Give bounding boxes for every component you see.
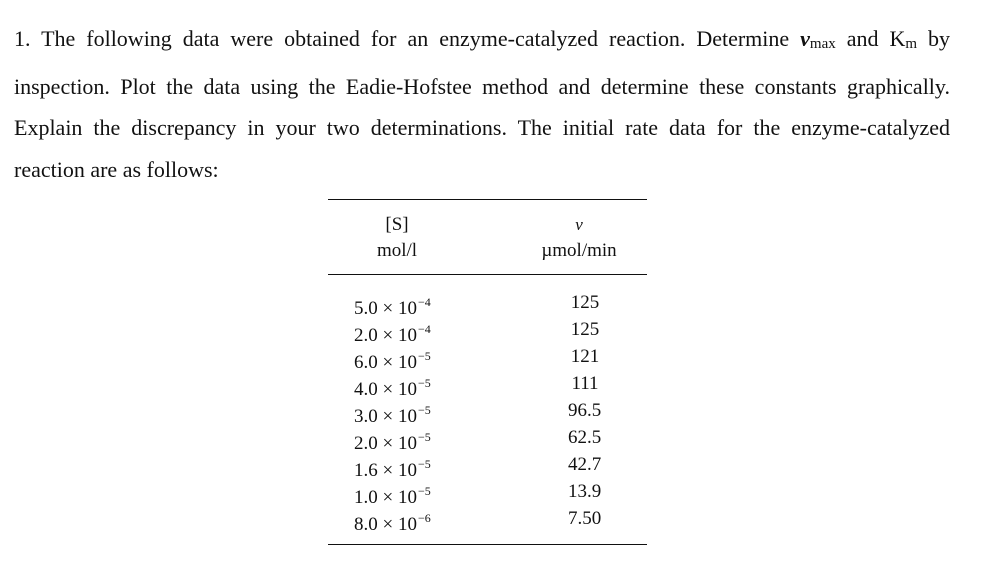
vmax-subscript: max [809, 36, 836, 52]
rate-cell: 7.50 [568, 508, 602, 529]
header-rate-symbol: v [575, 215, 583, 234]
km-subscript: m [905, 36, 918, 52]
table-row [328, 478, 647, 508]
header-substrate-symbol: [S] [385, 214, 409, 235]
header-rate-unit: µmol/min [541, 240, 617, 261]
rate-cell: 13.9 [568, 481, 602, 502]
rate-cell: 125 [570, 319, 600, 340]
table-row [328, 316, 647, 346]
rate-cell: 111 [571, 373, 599, 394]
table-row [328, 451, 647, 481]
substrate-cell: $3.0 \times 10^{-5}$ [354, 403, 431, 427]
table-bottom-rule [328, 544, 647, 545]
table-body [328, 275, 647, 544]
table-row [328, 289, 647, 319]
substrate-cell: $8.0 \times 10^{-6}$ [354, 511, 431, 535]
substrate-cell: $5.0 \times 10^{-4}$ [354, 295, 431, 319]
substrate-cell: $1.6 \times 10^{-5}$ [354, 457, 431, 481]
table-header [328, 200, 647, 274]
substrate-cell: $4.0 \times 10^{-5}$ [354, 376, 431, 400]
km-symbol: and $K_m$ [835, 26, 918, 52]
rate-cell: 42.7 [568, 454, 602, 475]
rate-cell: 125 [570, 292, 600, 313]
substrate-cell: $6.0 \times 10^{-5}$ [354, 349, 431, 373]
substrate-cell: $1.0 \times 10^{-5}$ [354, 484, 431, 508]
rate-data-table [328, 199, 647, 545]
rate-cell: 121 [570, 346, 600, 367]
rate-cell: 62.5 [568, 427, 602, 448]
header-substrate [354, 212, 440, 264]
vmax-symbol: $v_{max}$ [800, 26, 836, 52]
table-row [328, 343, 647, 373]
table-row [328, 505, 647, 535]
table-row [328, 397, 647, 427]
problem-intro: 1. The following data were obtained for an enzyme-catalyzed reaction. Determine [14, 26, 801, 51]
header-rate [528, 212, 630, 264]
substrate-cell: $2.0 \times 10^{-4}$ [354, 322, 431, 346]
header-substrate-unit: mol/l [376, 240, 418, 261]
problem-statement [14, 18, 950, 190]
rate-cell: 96.5 [568, 400, 602, 421]
problem-rest: by inspection. Plot the data using the Eadie-Hofstee method and determine these constants graphically. Explain the discrepancy in your two determinations. The initial rate data for the enzyme-catalyzed reaction are as follows: [14, 26, 950, 182]
substrate-cell: $2.0 \times 10^{-5}$ [354, 430, 431, 454]
table-row [328, 424, 647, 454]
table-row [328, 370, 647, 400]
